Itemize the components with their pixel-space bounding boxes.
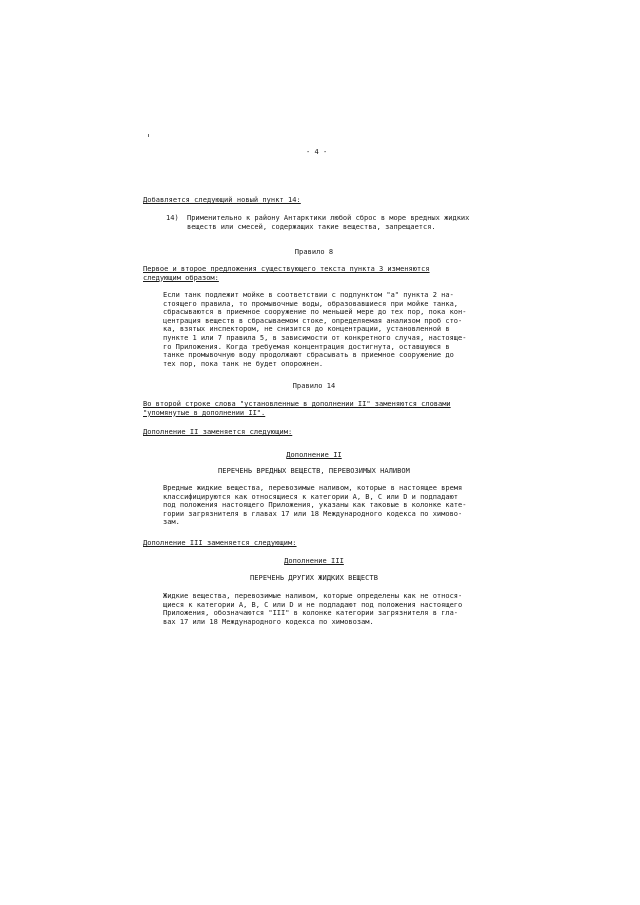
new-item-14-heading: Добавляется следующий новый пункт 14: — [143, 196, 301, 204]
appendix-2-intro: Дополнение II заменяется следующим: — [143, 428, 293, 436]
appendix-2-text — [163, 484, 466, 527]
text-line: сбрасываются в приемное сооружение по меньшей мере до тех пор, пока кон- — [163, 308, 467, 317]
text-line: Вредные жидкие вещества, перевозимые наливом, которые в настоящее время — [163, 484, 463, 492]
text-line: зам. — [163, 518, 180, 527]
appendix-2-title: Дополнение II — [286, 451, 342, 459]
text-line: Во второй строке слова "установленные в дополнении II" заменяются словами — [143, 400, 451, 408]
text-line: Первое и второе предложения существующего текста пункта 3 изменяются — [143, 265, 430, 273]
text-line: го Приложения. Когда требуемая концентрация достигнута, оставшуюся в — [163, 342, 450, 351]
text-line: гории загрязнителя в главах 17 или 18 Международного кодекса по химово- — [163, 509, 463, 518]
text-line: ка, взятых инспектором, не снизится до концентрации, установленной в — [163, 325, 450, 334]
rule-8-text — [163, 291, 466, 368]
text-line: стоящего правила, то промывочные воды, образовавшиеся при мойке танка, — [163, 299, 459, 308]
item-14-text — [187, 214, 469, 231]
appendix-3-title: Дополнение III — [284, 557, 344, 565]
appendix-3-intro: Дополнение III заменяется следующим: — [143, 539, 297, 547]
text-line: Жидкие вещества, перевозимые наливом, которые определены как не относя- — [163, 592, 463, 600]
text-line: центрация веществ в сбрасываемом стоке, определяемая анализом проб сто- — [163, 316, 463, 325]
item-14-number: 14) — [166, 214, 179, 222]
text-line: веществ или смесей, содержащих такие вещества, запрещается. — [187, 222, 436, 231]
scan-mark — [148, 134, 149, 137]
text-line: пункте 1 или 7 правила 5, в зависимости от конкретного случая, настояще- — [163, 333, 467, 342]
text-line: Приложения, обозначаются "III" в колонке категории загрязнителя в гла- — [163, 609, 459, 618]
text-line: Применительно к району Антарктики любой сброс в море вредных жидких — [187, 214, 470, 222]
page-number: - 4 - — [306, 148, 328, 156]
text-line: "упомянутые в дополнении II". — [143, 408, 266, 417]
text-line: классифицируются как относящиеся к категории A, B, C или D и подпадают — [163, 492, 459, 501]
text-line: под положения настоящего Приложения, указаны как таковые в колонке кате- — [163, 501, 467, 510]
text-line: тех пор, пока танк не будет опорожнен. — [163, 359, 324, 368]
text-line: щиеся к категории A, B, C или D и не подпадают под положения настоящего — [163, 600, 463, 609]
appendix-3-text — [163, 592, 462, 626]
text-line: вах 17 или 18 Международного кодекса по химовозам. — [163, 617, 374, 626]
text-line: танке промывочную воду продолжают сбрасывать в приемное сооружение до — [163, 351, 454, 360]
text-line: следующим образом: — [143, 273, 219, 282]
appendix-2-heading: ПЕРЕЧЕНЬ ВРЕДНЫХ ВЕЩЕСТВ, ПЕРЕВОЗИМЫХ НАЛИВОМ — [218, 467, 410, 475]
text-line: Если танк подлежит мойке в соответствии с подпунктом "а" пункта 2 на- — [163, 291, 454, 299]
rule-14-title: Правило 14 — [292, 382, 336, 390]
appendix-3-heading: ПЕРЕЧЕНЬ ДРУГИХ ЖИДКИХ ВЕЩЕСТВ — [250, 574, 378, 582]
rule-14-text — [143, 400, 451, 417]
rule-8-intro — [143, 265, 430, 282]
rule-8-title: Правило 8 — [294, 248, 334, 256]
